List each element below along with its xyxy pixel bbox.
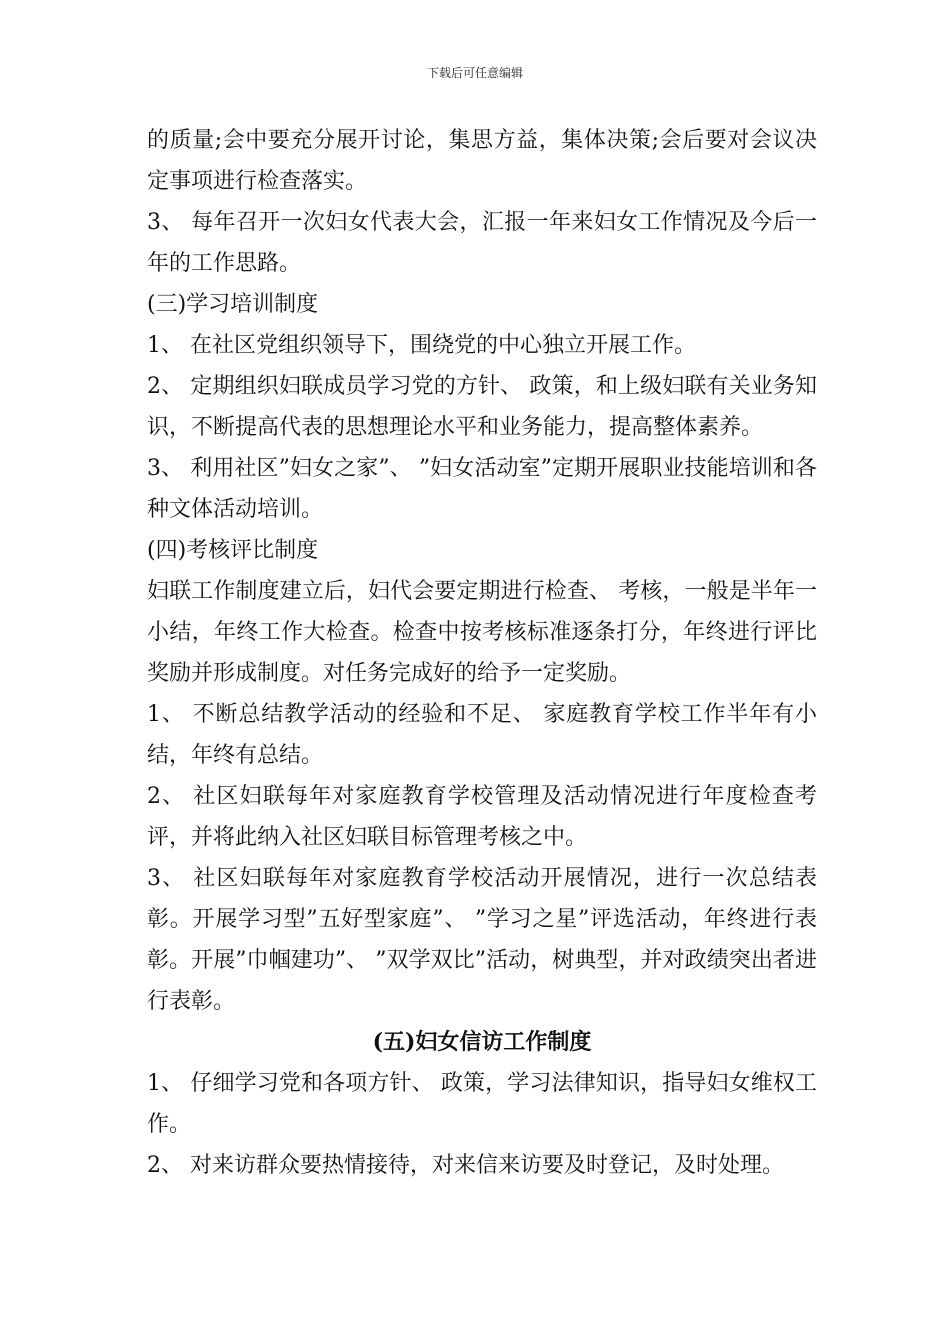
paragraph: 3、 每年召开一次妇女代表大会，汇报一年来妇女工作情况及今后一年的工作思路。 — [147, 210, 817, 276]
section-heading: (四)考核评比制度 — [147, 538, 319, 563]
document-body — [147, 120, 817, 1186]
paragraph: 2、 社区妇联每年对家庭教育学校管理及活动情况进行年度检查考评，并将此纳入社区妇联目标管理考核之中。 — [147, 784, 817, 850]
paragraph: 妇联工作制度建立后，妇代会要定期进行检查、 考核，一般是半年一小结，年终工作大检查。检查中按考核标准逐条打分，年终进行评比奖励并形成制度。对任务完成好的给予一定奖励。 — [147, 579, 817, 686]
paragraph: 3、 社区妇联每年对家庭教育学校活动开展情况，进行一次总结表彰。开展学习型”五好型家庭”、 ”学习之星”评选活动，年终进行表彰。开展”巾帼建功”、 ”双学双比”活动，树典型，并对政绩突出者进行表彰。 — [147, 866, 817, 1014]
section-heading-centered: (五)妇女信访工作制度 — [372, 1029, 592, 1055]
paragraph: 2、 对来访群众要热情接待，对来信来访要及时登记，及时处理。 — [147, 1153, 784, 1178]
paragraph: 3、 利用社区”妇女之家”、 ”妇女活动室”定期开展职业技能培训和各种文体活动培训。 — [147, 456, 817, 522]
paragraph: 2、 定期组织妇联成员学习党的方针、 政策，和上级妇联有关业务知识，不断提高代表的思想理论水平和业务能力，提高整体素养。 — [147, 374, 817, 440]
paragraph: 1、 仔细学习党和各项方针、 政策，学习法律知识，指导妇女维权工作。 — [147, 1071, 817, 1137]
paragraph: 的质量;会中要充分展开讨论，集思方益，集体决策;会后要对会议决定事项进行检查落实。 — [147, 128, 817, 194]
section-heading: (三)学习培训制度 — [147, 292, 319, 317]
paragraph: 1、 在社区党组织领导下，围绕党的中心独立开展工作。 — [147, 333, 696, 358]
paragraph: 1、 不断总结教学活动的经验和不足、 家庭教育学校工作半年有小结，年终有总结。 — [147, 702, 817, 768]
page-header: 下载后可任意编辑 — [426, 66, 523, 80]
